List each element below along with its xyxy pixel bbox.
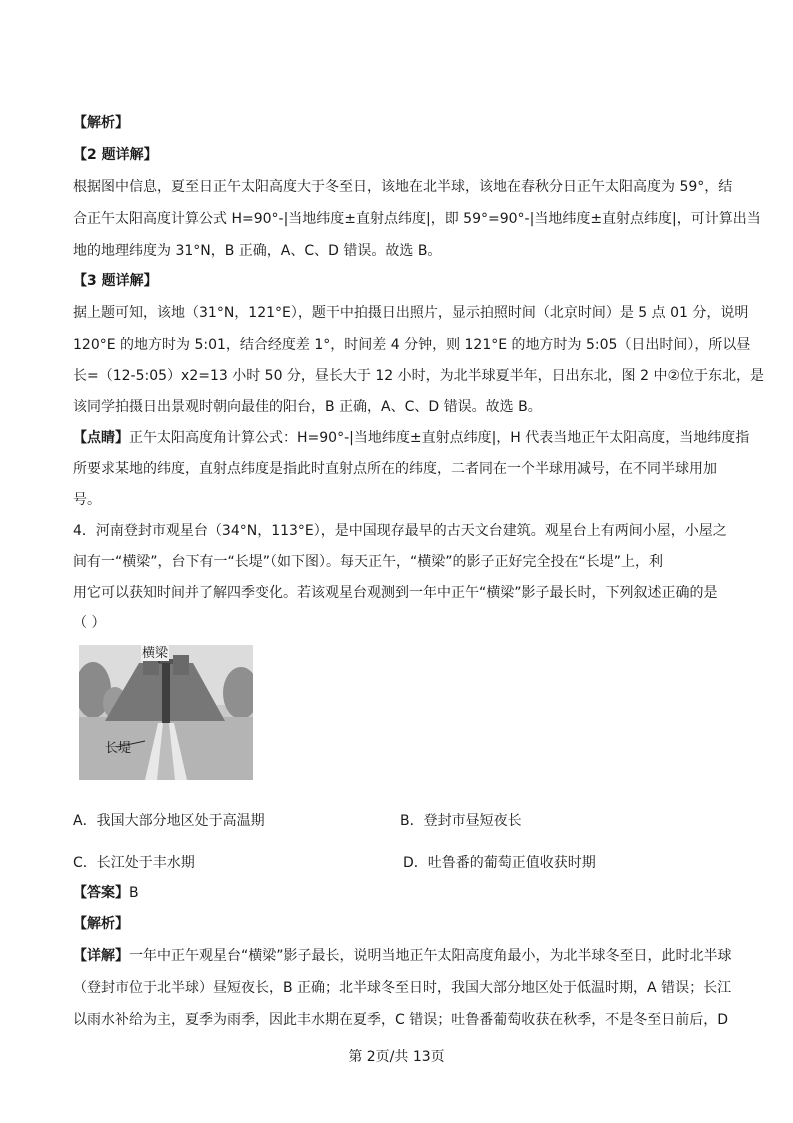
- q4-stem-line: 间有一“横梁”，台下有一“长堤”（如下图）。每天正午，“横梁”的影子正好完全投在“长堤”上，利: [73, 554, 664, 570]
- q2-line: 合正午太阳高度计算公式 H=90°-|当地纬度±直射点纬度|，即 59°=90°-|当地纬度±直射点纬度|，可计算出当: [73, 211, 761, 227]
- q4-answer-blank: （ ）: [73, 615, 106, 631]
- section-q2-heading: 【2 题详解】: [73, 147, 158, 163]
- observatory-photo: [79, 645, 253, 780]
- section-q3-heading: 【3 题详解】: [73, 273, 158, 289]
- q3-line: 120°E 的地方时为 5:01，结合经度差 1°，时间差 4 分钟，则 121°E 的地方时为 5:05（日出时间），所以昼: [73, 337, 751, 353]
- detail-text: 一年中正午观星台“横梁”影子最长，说明当地正午太阳高度角最小，为北半球冬至日，此时北半球: [129, 948, 732, 964]
- detail-line: 以雨水补给为主，夏季为雨季，因此丰水期在夏季，C 错误；吐鲁番葡萄收获在秋季，不是冬至日前后，D: [73, 1012, 729, 1028]
- page-footer: 第 2页/共 13页: [348, 1049, 445, 1065]
- dike-label: 长堤: [105, 741, 132, 756]
- q3-line: 长=（12-5:05）x2=13 小时 50 分，昼长大于 12 小时，为北半球夏半年，日出东北，图 2 中②位于东北，是: [73, 368, 765, 384]
- choice-d[interactable]: D．吐鲁番的葡萄正值收获时期: [403, 855, 596, 871]
- detail-label: 【详解】: [73, 948, 129, 964]
- answer-value: B: [129, 885, 139, 901]
- choice-b[interactable]: B．登封市昼短夜长: [400, 813, 522, 829]
- q3-line: 据上题可知，该地（31°N，121°E），题干中拍摄日出照片，显示拍照时间（北京时间）是 5 点 01 分，说明: [73, 305, 749, 321]
- q2-line: 地的地理纬度为 31°N，B 正确，A、C、D 错误。故选 B。: [73, 243, 442, 259]
- detail-line: （登封市位于北半球）昼短夜长，B 正确；北半球冬至日时，我国大部分地区处于低温时期，A 错误；长江: [73, 980, 732, 996]
- section-jiexi-1: 【解析】: [73, 115, 129, 131]
- observatory-illustration: [79, 645, 253, 780]
- q3-line: 该同学拍摄日出景观时朝向最佳的阳台，B 正确，A、C、D 错误。故选 B。: [73, 399, 542, 415]
- dianjing-line: [73, 428, 749, 448]
- answer-line: [73, 883, 139, 903]
- detail-line: [73, 946, 732, 966]
- q4-stem-line: 用它可以获知时间并了解四季变化。若该观星台观测到一年中正午“横梁”影子最长时，下列叙述正确的是: [73, 585, 718, 601]
- dianjing-line: 所要求某地的纬度，直射点纬度是指此时直射点所在的纬度，二者同在一个半球用减号，在不同半球用加: [73, 461, 717, 477]
- q2-line: 根据图中信息，夏至日正午太阳高度大于冬至日，该地在北半球，该地在春秋分日正午太阳高度为 59°，结: [73, 179, 733, 195]
- choice-c[interactable]: C．长江处于丰水期: [73, 855, 195, 871]
- dianjing-text: 正午太阳高度角计算公式：H=90°-|当地纬度±直射点纬度|，H 代表当地正午太阳高度，当地纬度指: [129, 430, 750, 446]
- q4-stem-line: 4．河南登封市观星台（34°N，113°E），是中国现存最早的古天文台建筑。观星台上有两间小屋，小屋之: [73, 523, 727, 539]
- section-jiexi-2: 【解析】: [73, 916, 129, 932]
- choice-a[interactable]: A．我国大部分地区处于高温期: [73, 813, 265, 829]
- dianjing-label: 【点睛】: [73, 430, 129, 446]
- dianjing-line: 号。: [73, 492, 101, 508]
- answer-label: 【答案】: [73, 885, 129, 901]
- beam-label: 横梁: [141, 645, 169, 661]
